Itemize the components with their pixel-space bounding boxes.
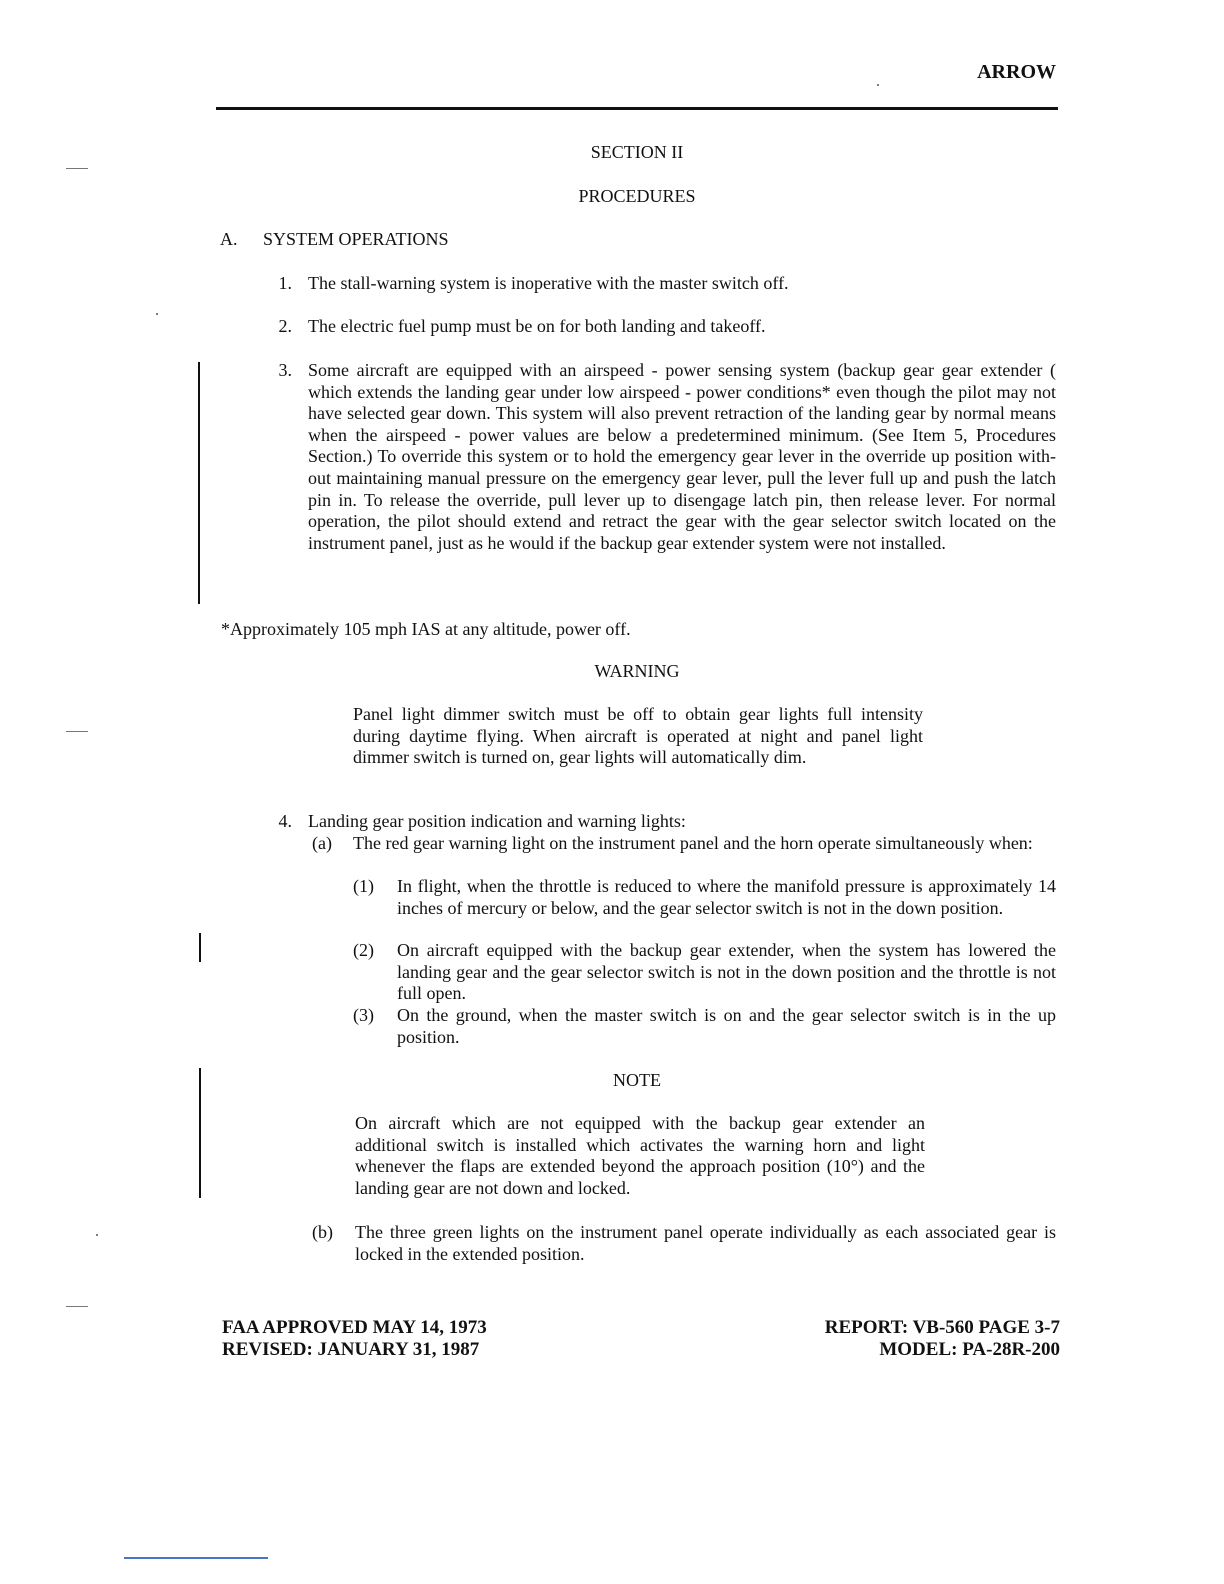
footer-model: MODEL: PA-28R-200: [879, 1339, 1060, 1360]
scan-mark: [66, 168, 88, 169]
change-bar: [199, 933, 201, 962]
running-header-title: ARROW: [977, 61, 1056, 83]
subsubitem-label: (2): [353, 940, 374, 960]
item-text: The electric fuel pump must be on for both landing and takeoff.: [308, 316, 766, 336]
subitem-label: (b): [312, 1222, 333, 1242]
subitem-text: The red gear warning light on the instrument panel and the horn operate simultaneously when:: [353, 833, 1033, 853]
change-bar: [199, 1068, 201, 1198]
subsubitem-text: In flight, when the throttle is reduced to where the manifold pressure is approximately 14 inches of mercury or below, and the gear selector switch is not in the down position.: [397, 876, 1056, 918]
footer-revised: REVISED: JANUARY 31, 1987: [222, 1339, 480, 1360]
note-title: NOTE: [613, 1070, 661, 1090]
subitem-text: The three green lights on the instrument panel operate individually as each associated gear is locked in the extended position.: [355, 1222, 1056, 1264]
item-number: 1.: [278, 273, 292, 293]
note-text: On aircraft which are not equipped with the backup gear extender an additional switch is installed which activates the warning horn and light whenever the flaps are extended beyond the approach position (10°) and the landing gear are not down and locked.: [355, 1113, 925, 1198]
scan-mark: [66, 731, 88, 732]
item-number: 3.: [278, 360, 292, 380]
scan-speck: [877, 84, 879, 86]
scan-edge-line: [124, 1557, 268, 1559]
warning-title: WARNING: [594, 661, 680, 681]
subsubitem-label: (1): [353, 876, 374, 896]
subsection-letter: A.: [220, 229, 238, 249]
subsubitem-label: (3): [353, 1005, 374, 1025]
item-title: Landing gear position indication and warning lights:: [308, 811, 686, 831]
scan-speck: [156, 313, 158, 315]
scan-mark: [66, 1306, 88, 1307]
header-rule: [216, 107, 1058, 110]
warning-text: Panel light dimmer switch must be off to obtain gear lights full intensity during daytime flying. When aircraft is operated at night and panel light dimmer switch is turned on, gear lights will automatically dim.: [353, 704, 923, 768]
subsection-title: SYSTEM OPERATIONS: [263, 229, 449, 249]
subitem-label: (a): [312, 833, 332, 853]
item-text: The stall-warning system is inoperative with the master switch off.: [308, 273, 789, 293]
footnote: *Approximately 105 mph IAS at any altitude, power off.: [221, 619, 631, 639]
section-number: SECTION II: [590, 142, 684, 162]
item-text: Some aircraft are equipped with an airspeed - power sensing system (backup gear gear extender ( which extends the landing gear under low airspeed - power conditions* even though the pilot may not have selected gear down. This system will also prevent retraction of the landing gear by normal means when the airspeed - power values are below a predetermined minimum. (See Item 5, Procedures Section.) To override this system or to hold the emergency gear lever in the override up position with-out maintaining manual pressure on the emergency gear lever, pull the lever full up and push the latch pin in. To release the override, pull lever up to disengage latch pin, then release lever. For normal operation, the pilot should extend and retract the gear with the gear selector switch located on the instrument panel, just as he would if the backup gear extender system were not installed.: [308, 360, 1056, 553]
subsubitem-text: On aircraft equipped with the backup gear extender, when the system has lowered the landing gear and the gear selector switch is not in the down position and the throttle is not full open.: [397, 940, 1056, 1004]
item-number: 2.: [278, 316, 292, 336]
footer-report: REPORT: VB-560 PAGE 3-7: [824, 1317, 1060, 1338]
footer-approved: FAA APPROVED MAY 14, 1973: [222, 1317, 487, 1338]
change-bar: [198, 362, 200, 604]
subsubitem-text: On the ground, when the master switch is on and the gear selector switch is in the up position.: [397, 1005, 1056, 1047]
scan-speck: [96, 1234, 98, 1236]
section-title: PROCEDURES: [578, 186, 696, 206]
item-number: 4.: [278, 811, 292, 831]
